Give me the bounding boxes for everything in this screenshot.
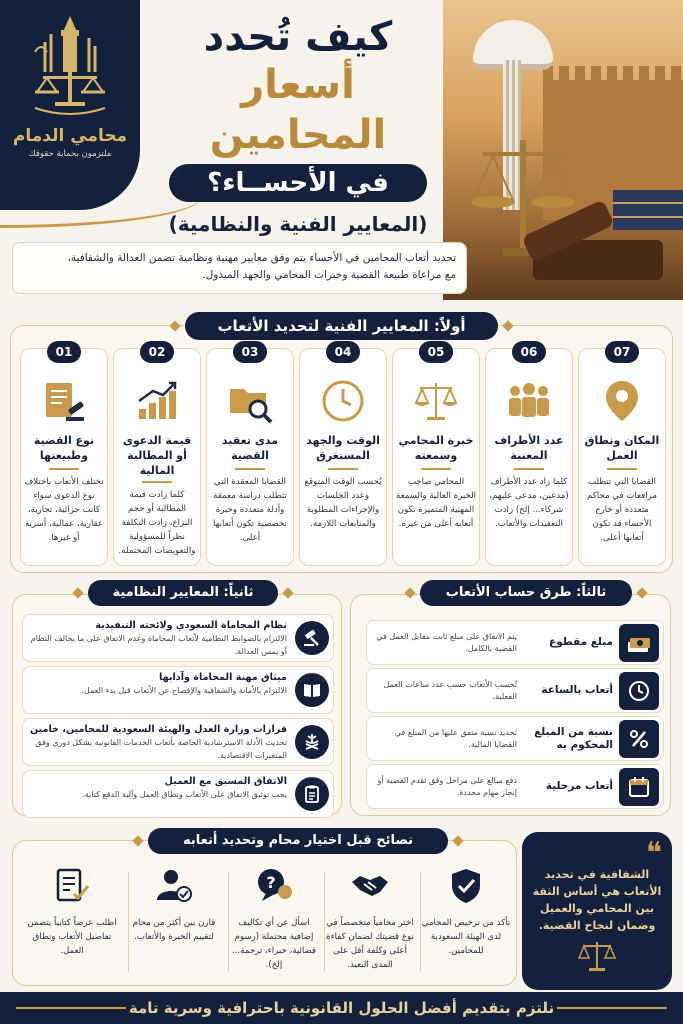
card-description: القضايا المعقدة التي تتطلب دراسة معمقة وأدلة متعددة وخبرة تخصصية تكون أتعابها أعلى. [213, 477, 287, 543]
card-number: 01 [47, 341, 81, 363]
card-number: 06 [512, 341, 546, 363]
tip-text: اختر محامياً متخصصاً في نوع قضيتك لضمان كفاءة أعلى وكلفة أقل على المدى البعيد. [326, 918, 414, 970]
brand-name: محامي الدمام [12, 126, 128, 146]
method-item [366, 620, 664, 665]
regulatory-item-description: الالتزام بالضوابط النظامية لأتعاب المحاماة وعدم الاتفاق على ما يخالف النظام أو يمس العدالة. [30, 634, 287, 656]
intro-line-1: تحديد أتعاب المحامين في الأحساء يتم وفق معايير مهنية ونظامية تضمن العدالة والشفافية، [67, 252, 456, 264]
regulatory-item-title: ميثاق مهنة المحاماة وآدابها [158, 672, 287, 683]
handshake-icon [350, 866, 390, 906]
regulatory-item [22, 614, 334, 662]
card-title: نوع القضية وطبيعتها [33, 434, 95, 462]
clipboard-icon [295, 777, 329, 811]
logo-emblem-icon [25, 12, 115, 122]
quote-mark-icon: ❝ [645, 836, 662, 871]
footer-banner: نلتزم بتقديم أفضل الحلول القانونية باحترافية وسرية تامة [0, 992, 683, 1024]
card-description: تختلف الأتعاب باختلاف نوع الدعوى سواء كانت جزائية، تجارية، عقارية، عمالية، أسرية أو غيرها. [24, 477, 104, 543]
card-number: 02 [140, 341, 174, 363]
card-title: المكان ونطاق العمل [584, 434, 660, 462]
method-description: تُحسب الأتعاب حسب عدد ساعات العمل الفعلية. [383, 679, 517, 701]
method-description: تحديد نسبة متفق عليها من المبلغ في القضايا المالية. [394, 727, 517, 749]
tip-text: تأكد من ترخيص المحامي لدى الهيئة السعودية للمحامين. [421, 918, 511, 956]
shield-check-icon [446, 866, 486, 906]
regulatory-item-description: تحديث الأدلة الاسترشادية الخاصة بأتعاب الخدمات القانونية بشكل دوري وفق المتغيرات الاقتصادية. [35, 738, 287, 760]
people-icon [505, 377, 553, 425]
card-description: القضايا التي تتطلب مرافعات في محاكم متعددة أو خارج الأحساء قد تكون أتعابها أعلى. [586, 477, 657, 543]
title-pill: في الأحســاء؟ [169, 164, 427, 202]
card-description: كلما زادت قيمة المطالبة أو حجم النزاع، زادت التكلفة نظراً للمسؤولية والتعويضات المحتملة. [118, 490, 196, 556]
method-item [366, 764, 664, 809]
criteria-card [299, 345, 387, 566]
question-chat-icon [254, 866, 294, 906]
book-icon [295, 673, 329, 707]
card-description: المحامي صاحب الخبرة العالية والسمعة المهنية المتميزة تكون أتعابه أعلى من غيره. [396, 477, 476, 529]
title-line-1: كيف تُحدد [203, 14, 393, 60]
percent-icon [619, 720, 659, 758]
method-title: نسبة من المبلغ المحكوم به [534, 725, 613, 751]
title-block [148, 14, 448, 236]
methods-heading: ثالثاً: طرق حساب الأتعاب [420, 580, 632, 606]
method-description: يتم الاتفاق على مبلغ ثابت مقابل العمل في القضية بالكامل. [376, 631, 517, 653]
tip-item [228, 862, 320, 980]
card-number: 04 [326, 341, 360, 363]
quote-text: الشفافية في تحديد الأتعاب هي أساس الثقة بين المحامي والعميل وضمان لنجاح القضية. [532, 868, 662, 932]
hero-photo [443, 0, 683, 300]
scale-icon [577, 940, 617, 972]
tip-text: قارن بين أكثر من محام لتقييم الخبرة والأتعاب. [132, 918, 216, 942]
card-title: عدد الأطراف المعنية [494, 434, 564, 462]
regulatory-item-description: الالتزام بالأمانة والشفافية والإفصاح عن الأتعاب قبل بدء العمل. [81, 686, 287, 695]
regulatory-item [22, 718, 334, 766]
regulatory-item [22, 666, 334, 714]
card-title: خبرة المحامي وسمعته [398, 434, 474, 462]
method-description: دفع مبالغ على مراحل وفق تقدم القضية أو إنجاز مهام محددة. [377, 775, 517, 797]
criteria-card [578, 345, 666, 566]
intro-line-2: مع مراعاة طبيعة القضية وخبرات المحامي والجهد المبذول. [202, 269, 456, 281]
criteria-card [20, 345, 108, 566]
logo-panel [0, 0, 140, 210]
growth-chart-icon [133, 377, 181, 425]
technical-cards [18, 345, 666, 568]
criteria-card [113, 345, 201, 566]
intro-box [12, 242, 467, 294]
card-number: 03 [233, 341, 267, 363]
card-title: قيمة الدعوى أو المطالبة المالية [122, 434, 192, 477]
location-pin-icon [598, 377, 646, 425]
document-gavel-icon [40, 377, 88, 425]
regulatory-item-description: يجب توثيق الاتفاق على الأتعاب ونطاق العمل وآلية الدفع كتابة. [82, 790, 287, 799]
card-title: الوقت والجهد المستغرق [306, 434, 380, 462]
method-item [366, 716, 664, 761]
tips-heading: نصائح قبل اختيار محام وتحديد أتعابه [148, 828, 448, 854]
header [0, 0, 683, 300]
criteria-card [392, 345, 480, 566]
card-title: مدى تعقيد القضية [221, 434, 279, 462]
regulatory-item-title: نظام المحاماة السعودي ولائحته التنفيذية [95, 620, 287, 631]
criteria-card [206, 345, 294, 566]
books-illustration [613, 190, 683, 230]
method-item [366, 668, 664, 713]
regulatory-item-title: قرارات وزارة العدل والهيئة السعودية للمحامين، خامين [29, 724, 287, 735]
brand-tagline: ملتزمون بحماية حقوقك [28, 149, 112, 159]
calendar-icon [619, 768, 659, 806]
page-subtitle: (المعايير الفنية والنظامية) [168, 212, 428, 236]
tip-text: اطلب عرضاً كتابياً يتضمن تفاصيل الأتعاب ونطاق العمل. [27, 918, 117, 956]
method-title: أتعاب بالساعة [541, 684, 613, 696]
tip-item [420, 862, 512, 980]
card-description: كلما زاد عدد الأطراف (مدعين، مدعى عليهم، شركاء... إلخ) زادت التعقيدات والأتعاب. [489, 477, 569, 529]
card-number: 07 [605, 341, 639, 363]
card-description: يُحسب الوقت المتوقع وعدد الجلسات والإجراءات المطلوبة والمتابعات اللازمة. [304, 477, 382, 529]
regulatory-heading: ثانياً: المعايير النظامية [88, 580, 278, 606]
saudi-emblem-icon [295, 725, 329, 759]
svg-text:?: ? [266, 873, 276, 892]
tip-item [128, 862, 220, 980]
method-title: أتعاب مرحلية [545, 780, 613, 792]
scale-icon [412, 377, 460, 425]
user-check-icon [154, 866, 194, 906]
document-check-icon [52, 866, 92, 906]
folder-search-icon [226, 377, 274, 425]
criteria-card [485, 345, 573, 566]
tip-item [324, 862, 416, 980]
method-title: مبلغ مقطوع [549, 636, 613, 648]
clock-icon [619, 672, 659, 710]
regulatory-item [22, 770, 334, 818]
tip-text: اسأل عن أي تكاليف إضافية محتملة (رسوم قضائية، خبراء، ترجمة... إلخ). [231, 918, 317, 970]
gavel-icon [295, 621, 329, 655]
technical-criteria-heading: أولاً: المعايير الفنية لتحديد الأتعاب [185, 312, 498, 340]
clock-icon [319, 377, 367, 425]
tip-item [26, 862, 118, 980]
quote-box [522, 832, 672, 990]
card-number: 05 [419, 341, 453, 363]
regulatory-item-title: الاتفاق المسبق مع العميل [164, 776, 287, 787]
title-line-2: أسعار المحامين [209, 62, 387, 158]
money-stack-icon [619, 624, 659, 662]
